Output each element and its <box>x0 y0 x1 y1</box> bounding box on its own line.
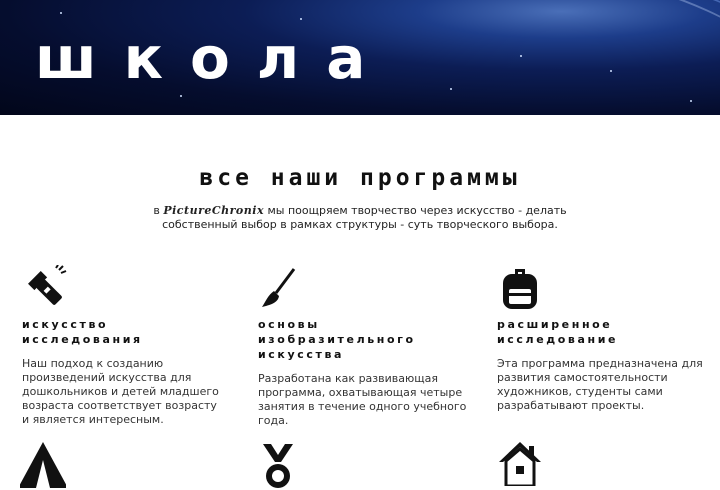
star <box>60 12 62 14</box>
card-title: основы изобразительного искусства <box>258 318 416 361</box>
intro-prefix: в <box>153 204 160 217</box>
star <box>300 18 302 20</box>
program-card-fine-arts[interactable] <box>258 265 488 428</box>
program-card-advanced[interactable] <box>497 265 720 413</box>
medal-icon <box>255 444 301 490</box>
brand-name[interactable]: PictureChronix <box>163 204 264 217</box>
flashlight-icon <box>22 265 68 311</box>
card-title: искусство исследования <box>22 318 143 346</box>
paintbrush-icon <box>258 265 304 311</box>
card-title: расширенное исследование <box>497 318 619 346</box>
intro-text <box>150 204 570 232</box>
card-description: Наш подход к созданию произведений искусства для дошкольников и детей младшего возраста соответствует возрасту и является интересным. <box>22 357 219 426</box>
tent-icon <box>20 442 66 488</box>
card-description: Разработана как развивающая программа, охватывающая четыре занятия в течение одного учебного года. <box>258 372 467 427</box>
intro-rest: мы поощряем творчество через искусство - делать собственный выбор в рамках структуры - суть творческого выбора. <box>162 204 567 231</box>
program-card-exploration[interactable] <box>22 265 252 427</box>
house-icon <box>497 440 543 486</box>
star <box>450 88 452 90</box>
hero-title: школа <box>35 24 393 92</box>
star <box>690 100 692 102</box>
star <box>610 70 612 72</box>
star <box>520 55 522 57</box>
star <box>180 95 182 97</box>
backpack-icon <box>497 265 543 311</box>
card-description: Эта программа предназначена для развития самостоятельности художников, студенты сами разрабатывают проекты. <box>497 357 703 412</box>
hero-banner <box>0 0 720 115</box>
section-title: все наши программы <box>199 165 521 191</box>
